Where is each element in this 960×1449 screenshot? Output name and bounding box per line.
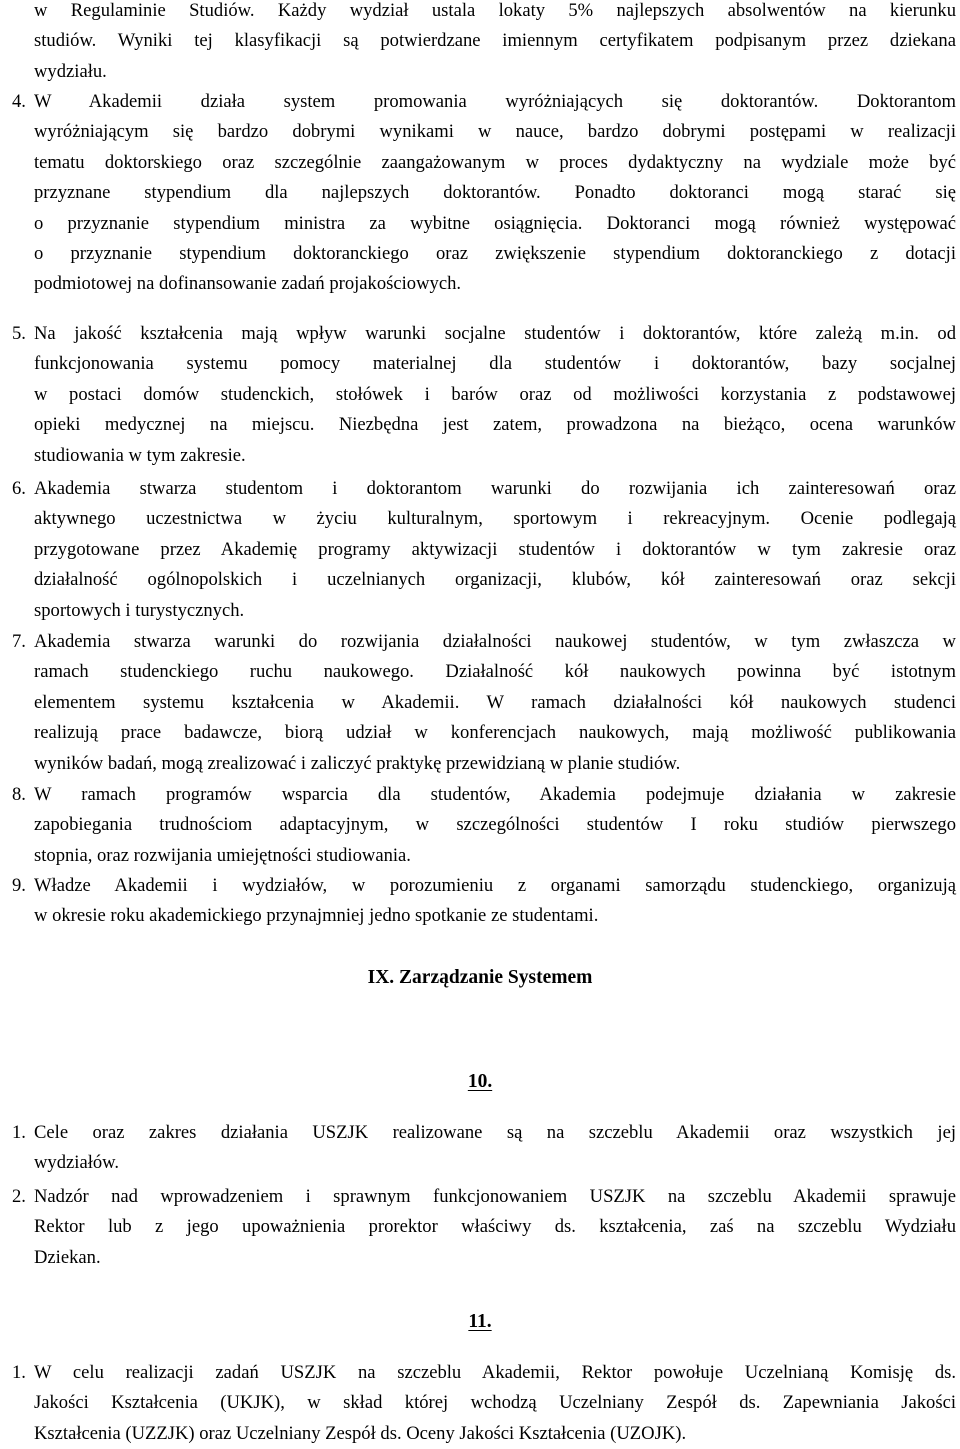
item-number: 7. (12, 631, 26, 652)
text-line: W ramach programów wsparcia dla studentów, Akademia podejmuje działania w zakresie (34, 784, 956, 805)
text-line: aktywnego uczestnictwa w życiu kulturalnym, sportowym i rekreacyjnym. Ocenie podlegają (34, 508, 956, 530)
item-number: 2. (12, 1186, 26, 1207)
text-line: funkcjonowania systemu pomocy materialnej dla studentów i doktorantów, bazy socjalnej (34, 353, 956, 375)
item-number: 4. (12, 91, 26, 112)
item-number: 8. (12, 784, 26, 805)
text-line: studiów. Wyniki tej klasyfikacji są potwierdzane imiennym certyfikatem podpisanym przez dziekana (34, 30, 956, 52)
text-line: Na jakość kształcenia mają wpływ warunki socjalne studentów i doktorantów, które zależą m.in. od (34, 323, 956, 344)
text-line: wyników badań, mogą zrealizować i zaliczyć praktykę przewidzianą w planie studiów. (34, 752, 681, 774)
section-number: 10. (467, 1071, 493, 1092)
text-line: Akademia stwarza studentom i doktorantom warunki do rozwijania ich zainteresowań oraz (34, 478, 956, 499)
text-line: o przyznanie stypendium doktoranckiego oraz zwiększenie stypendium doktoranckiego z dotacji (34, 242, 956, 264)
text-line: Rektor lub z jego upoważnienia prorektor właściwy ds. kształcenia, zaś na szczeblu Wydziału (34, 1216, 956, 1238)
text-line: ramach studenckiego ruchu naukowego. Działalność kół naukowych powinna być istotnym (34, 661, 956, 683)
item-text (34, 871, 956, 932)
item-number: 9. (12, 875, 26, 896)
text-line: przyznane stypendium dla najlepszych doktorantów. Ponadto doktoranci mogą starać się (34, 182, 956, 204)
item-text (34, 627, 956, 779)
item-number: 1. (12, 1362, 26, 1383)
text-line: sportowych i turystycznych. (34, 599, 245, 621)
item-text (34, 1118, 956, 1179)
text-line: Dziekan. (34, 1246, 101, 1268)
text-line: o przyznanie stypendium ministra za wybitne osiągnięcia. Doktoranci mogą również występować (34, 212, 956, 234)
item-text (34, 87, 956, 300)
section-number: 11. (468, 1311, 492, 1332)
text-line: opieki medycznej na miejscu. Niezbędna jest zatem, prowadzona na bieżąco, ocena warunków (34, 414, 956, 436)
text-line: Nadzór nad wprowadzeniem i sprawnym funkcjonowaniem USZJK na szczeblu Akademii sprawuje (34, 1186, 956, 1207)
text-line: Władze Akademii i wydziałów, w porozumieniu z organami samorządu studenckiego, organizują (34, 875, 956, 896)
text-line: Akademia stwarza warunki do rozwijania działalności naukowej studentów, w tym zwłaszcza w (34, 631, 956, 652)
item-number: 1. (12, 1122, 26, 1143)
text-line: w okresie roku akademickiego przynajmniej jedno spotkanie ze studentami. (34, 905, 599, 927)
item-text (34, 474, 956, 626)
text-line: podmiotowej na dofinansowanie zadań projakościowych. (34, 273, 462, 295)
text-line: Kształcenia (UZZJK) oraz Uczelniany Zespół ds. Oceny Jakości Kształcenia (UZOJK). (34, 1422, 687, 1444)
item-number: 6. (12, 478, 26, 499)
text-line: stopnia, oraz rozwijania umiejętności studiowania. (34, 844, 411, 866)
text-line: elementem systemu kształcenia w Akademii. W ramach działalności kół naukowych studenci (34, 691, 956, 713)
text-line: tematu doktorskiego oraz szczególnie zaangażowanym w proces dydaktyczny na wydziale może być (34, 151, 956, 173)
text-line: w postaci domów studenckich, stołówek i barów oraz od możliwości korzystania z podstawowej (34, 383, 956, 405)
text-line: działalność ogólnopolskich i uczelnianych organizacji, klubów, kół zainteresowań oraz sekcji (34, 569, 956, 591)
item-text (34, 319, 956, 471)
text-line: przygotowane przez Akademię programy aktywizacji studentów i doktorantów w tym zakresie oraz (34, 538, 956, 560)
text-line: wyróżniającym się bardzo dobrymi wynikami w nauce, bardzo dobrymi postępami w realizacji (34, 121, 956, 143)
text-line: realizują prace badawcze, biorą udział w konferencjach naukowych, mają możliwość publikowania (34, 722, 956, 744)
item-text (34, 1358, 956, 1449)
item-text (34, 1182, 956, 1273)
item-text (34, 780, 956, 871)
chapter-heading: IX. Zarządzanie Systemem (367, 967, 593, 988)
item-number: 5. (12, 323, 26, 344)
text-line: Cele oraz zakres działania USZJK realizowane są na szczeblu Akademii oraz wszystkich jej (34, 1122, 956, 1143)
text-line: w Regulaminie Studiów. Każdy wydział ustala lokaty 5% najlepszych absolwentów na kierunku (34, 0, 956, 21)
text-line: Jakości Kształcenia (UKJK), w skład której wchodzą Uczelniany Zespół ds. Zapewniania Jakości (34, 1392, 956, 1414)
text-line: wydziałów. (34, 1152, 120, 1174)
text-line: W celu realizacji zadań USZJK na szczeblu Akademii, Rektor powołuje Uczelnianą Komisję ds. (34, 1362, 956, 1383)
text-line: studiowania w tym zakresie. (34, 444, 246, 466)
text-line: W Akademii działa system promowania wyróżniających się doktorantów. Doktorantom (34, 91, 956, 112)
text-line: zapobiegania trudnościom adaptacyjnym, w szczególności studentów I roku studiów pierwszego (34, 814, 956, 836)
text-line: wydziału. (34, 60, 107, 82)
intro-paragraph (34, 0, 956, 87)
